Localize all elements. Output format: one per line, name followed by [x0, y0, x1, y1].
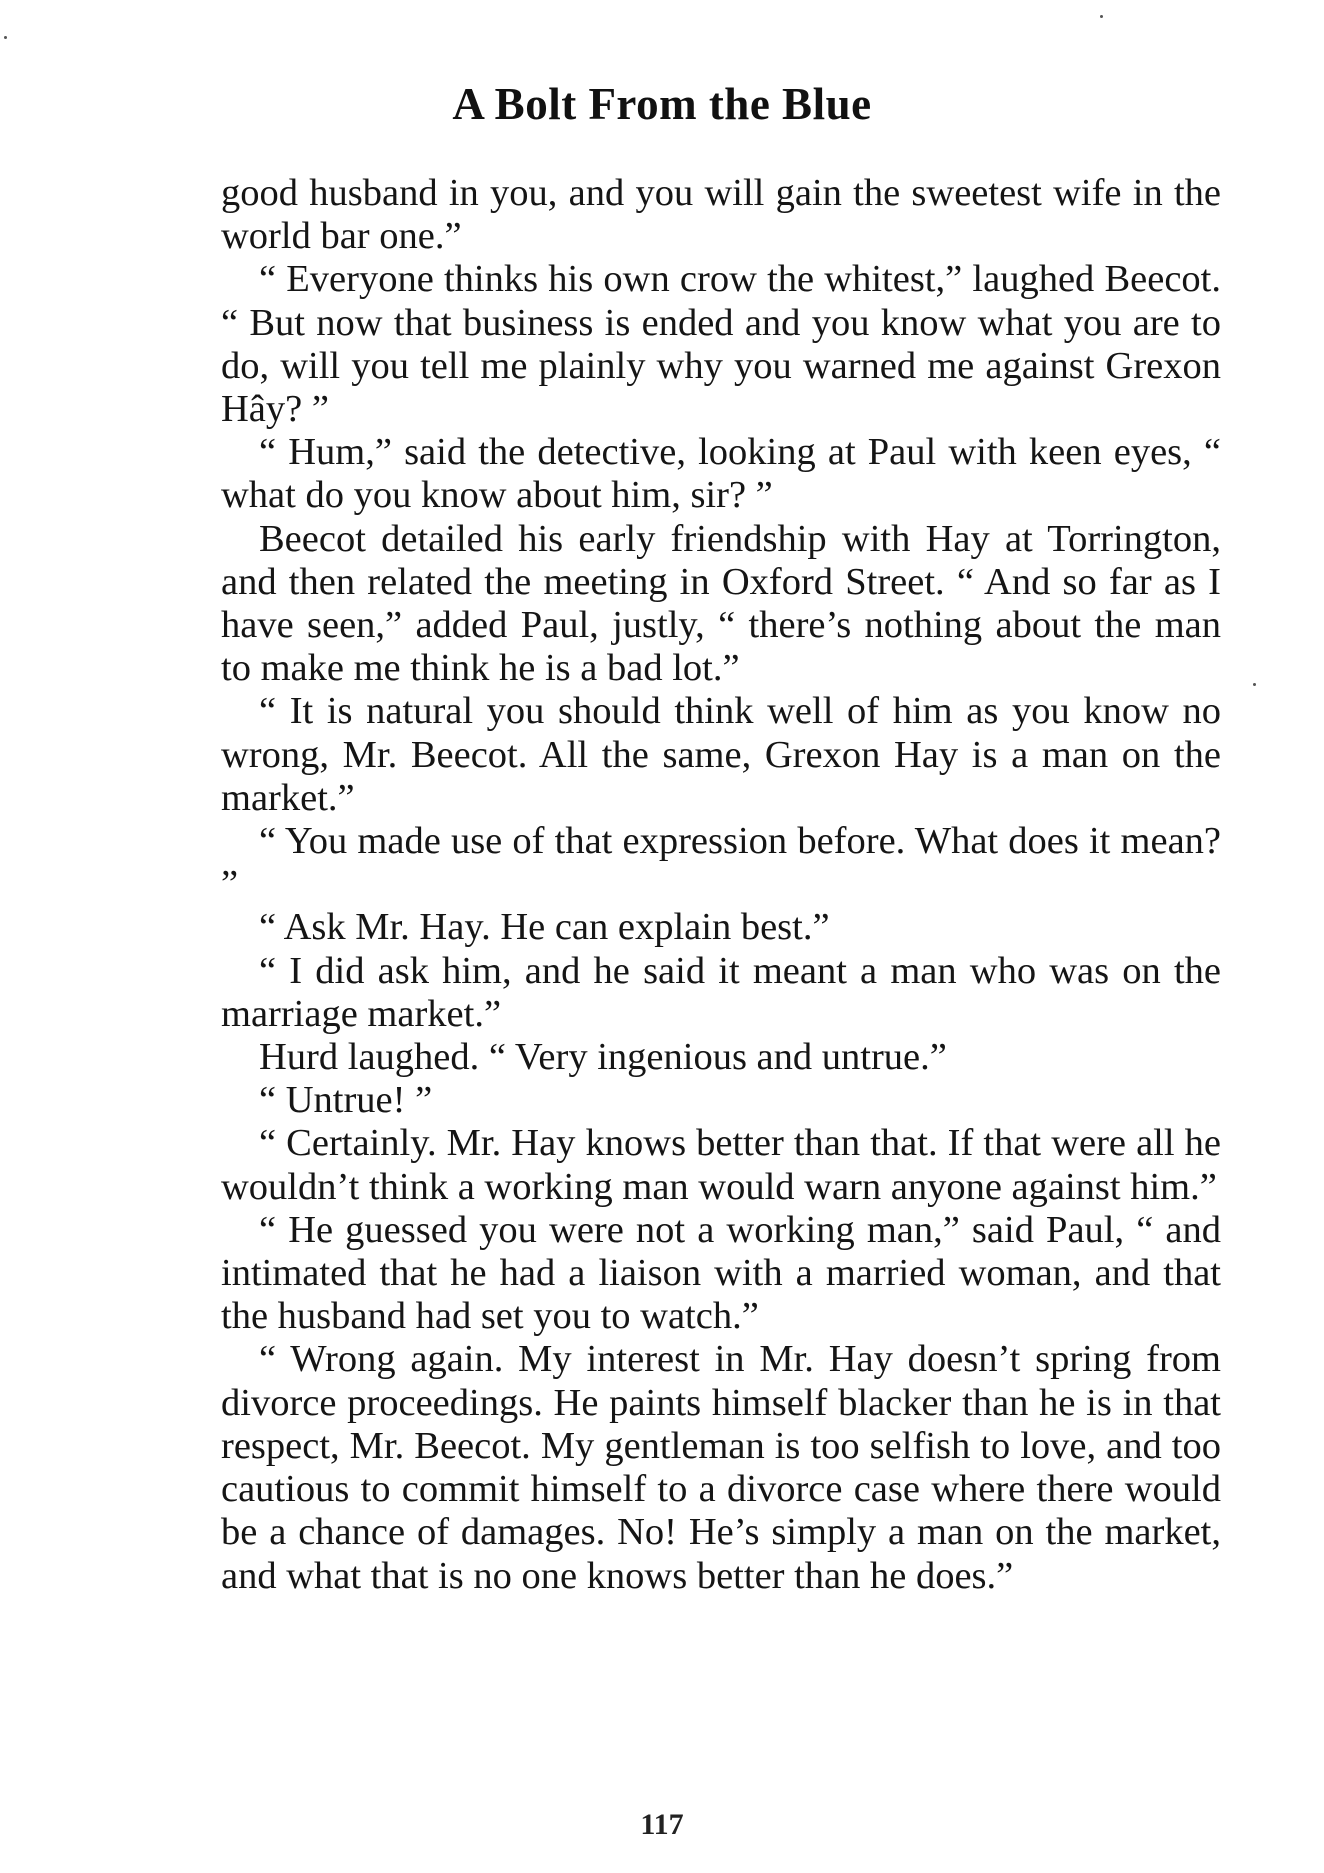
paragraph: “ You made use of that expression before. What does it mean? ” [221, 820, 1221, 906]
paragraph: “ Untrue! ” [259, 1079, 433, 1122]
paragraph: “ It is natural you should think well of him as you know no wrong, Mr. Beecot. All the same, Grexon Hay is a man on the market.” [221, 690, 1221, 819]
paragraph: “ Everyone thinks his own crow the whitest,” laughed Beecot. “ But now that business is ended and you know what you are to do, will you tell me plainly why you warned me against Grexon Hây? ” [221, 258, 1221, 431]
paragraph: “ Certainly. Mr. Hay knows better than that. If that were all he wouldn’t think a working man would warn anyone against him.” [221, 1122, 1221, 1208]
paragraph: Hurd laughed. “ Very ingenious and untrue.” [259, 1036, 947, 1079]
print-speck [1253, 683, 1256, 686]
page-number: 117 [640, 1808, 684, 1841]
paragraph: “ Ask Mr. Hay. He can explain best.” [259, 906, 830, 949]
running-head: A Bolt From the Blue [452, 79, 872, 129]
print-speck [4, 36, 7, 39]
print-speck [1100, 15, 1103, 18]
paragraph: Beecot detailed his early friendship with Hay at Torrington, and then related the meeting in Oxford Street. “ And so far as I have seen,” added Paul, justly, “ there’s nothing about the man to make me think he is a bad lot.” [221, 517, 1221, 690]
paragraph: “ Wrong again. My interest in Mr. Hay doesn’t spring from divorce proceedings. He paints himself blacker than he is in that respect, Mr. Beecot. My gentleman is too selfish to love, and too cautious to commit himself to a divorce case where there would be a chance of damages. No! He’s simply a man on the market, and what that is no one knows better than he does.” [221, 1338, 1221, 1597]
body-text [221, 172, 1221, 1598]
paragraph: “ I did ask him, and he said it meant a man who was on the marriage market.” [221, 949, 1221, 1035]
paragraph: “ Hum,” said the detective, looking at Paul with keen eyes, “ what do you know about him, sir? ” [221, 431, 1221, 517]
paragraph: “ He guessed you were not a working man,” said Paul, “ and intimated that he had a liaison with a married woman, and that the husband had set you to watch.” [221, 1208, 1221, 1338]
paragraph: good husband in you, and you will gain the sweetest wife in the world bar one.” [221, 172, 1221, 258]
